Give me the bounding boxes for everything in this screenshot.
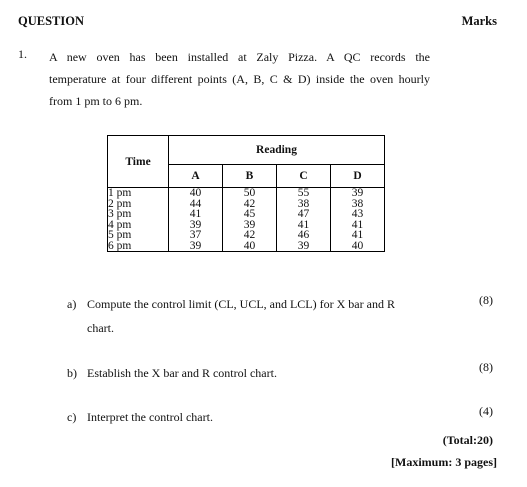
part-b-text: Establish the X bar and R control chart. — [87, 366, 277, 380]
column-header-d: D — [331, 165, 385, 188]
value-cell: 38 — [297, 197, 310, 210]
question-heading: QUESTION — [18, 14, 84, 28]
part-c-marks: (4) — [479, 404, 493, 418]
value-cell: 43 — [351, 208, 364, 220]
value-cell: 40 — [189, 187, 202, 199]
column-d-values — [331, 188, 385, 252]
value-cell: 44 — [189, 197, 202, 210]
time-cell: 3 pm — [108, 208, 132, 220]
part-c — [67, 410, 213, 425]
time-cell: 5 pm — [108, 229, 132, 241]
value-cell: 45 — [243, 208, 256, 220]
total-marks: (Total:20) — [442, 433, 493, 447]
value-cell: 55 — [297, 187, 310, 199]
column-c-values — [277, 188, 331, 252]
value-cell: 39 — [189, 239, 202, 252]
part-b-label: b) — [67, 366, 77, 380]
part-c-text: Interpret the control chart. — [87, 410, 213, 424]
part-b-marks: (8) — [479, 360, 493, 374]
column-a-values — [169, 188, 223, 252]
time-cell: 2 pm — [108, 197, 132, 210]
time-cell: 1 pm — [108, 187, 132, 199]
value-cell: 41 — [297, 218, 310, 231]
maximum-pages: [Maximum: 3 pages] — [391, 455, 497, 469]
column-header-b: B — [223, 165, 277, 188]
reading-header: Reading — [169, 136, 385, 165]
part-b — [67, 366, 277, 381]
part-a-continuation: chart. — [87, 321, 114, 335]
question-number: 1. — [18, 47, 27, 61]
value-cell: 42 — [243, 229, 256, 241]
value-cell: 41 — [189, 208, 202, 220]
value-cell: 37 — [189, 229, 202, 241]
part-c-label: c) — [67, 410, 77, 424]
value-cell: 47 — [297, 208, 310, 220]
part-a-marks: (8) — [479, 293, 493, 307]
value-cell: 39 — [243, 218, 256, 231]
column-header-a: A — [169, 165, 223, 188]
value-cell: 41 — [351, 218, 364, 231]
value-cell: 46 — [297, 229, 310, 241]
temperature-table — [107, 135, 385, 252]
part-a-text: Compute the control limit (CL, UCL, and LCL) for X bar and R — [87, 297, 395, 311]
column-b-values — [223, 188, 277, 252]
table-row — [108, 188, 385, 252]
question-line-3: from 1 pm to 6 pm. — [49, 94, 143, 108]
table-body — [108, 188, 385, 252]
question-line-2: temperature at four different points (A, B, C & D) inside the oven hourly — [49, 72, 430, 86]
part-a-label: a) — [67, 297, 77, 311]
part-a — [67, 297, 395, 312]
value-cell: 39 — [297, 239, 310, 252]
time-cell: 6 pm — [108, 239, 132, 252]
time-column — [108, 188, 169, 252]
value-cell: 42 — [243, 197, 256, 210]
marks-heading: Marks — [461, 14, 497, 28]
time-cell: 4 pm — [108, 218, 132, 231]
value-cell: 40 — [351, 239, 364, 252]
value-cell: 38 — [351, 197, 364, 210]
question-text — [49, 46, 430, 112]
time-header: Time — [108, 136, 169, 188]
value-cell: 41 — [351, 229, 364, 241]
value-cell: 39 — [351, 187, 364, 199]
value-cell: 39 — [189, 218, 202, 231]
column-header-c: C — [277, 165, 331, 188]
question-line-1: A new oven has been installed at Zaly Pizza. A QC records the — [49, 50, 430, 64]
value-cell: 40 — [243, 239, 256, 252]
value-cell: 50 — [243, 187, 256, 199]
